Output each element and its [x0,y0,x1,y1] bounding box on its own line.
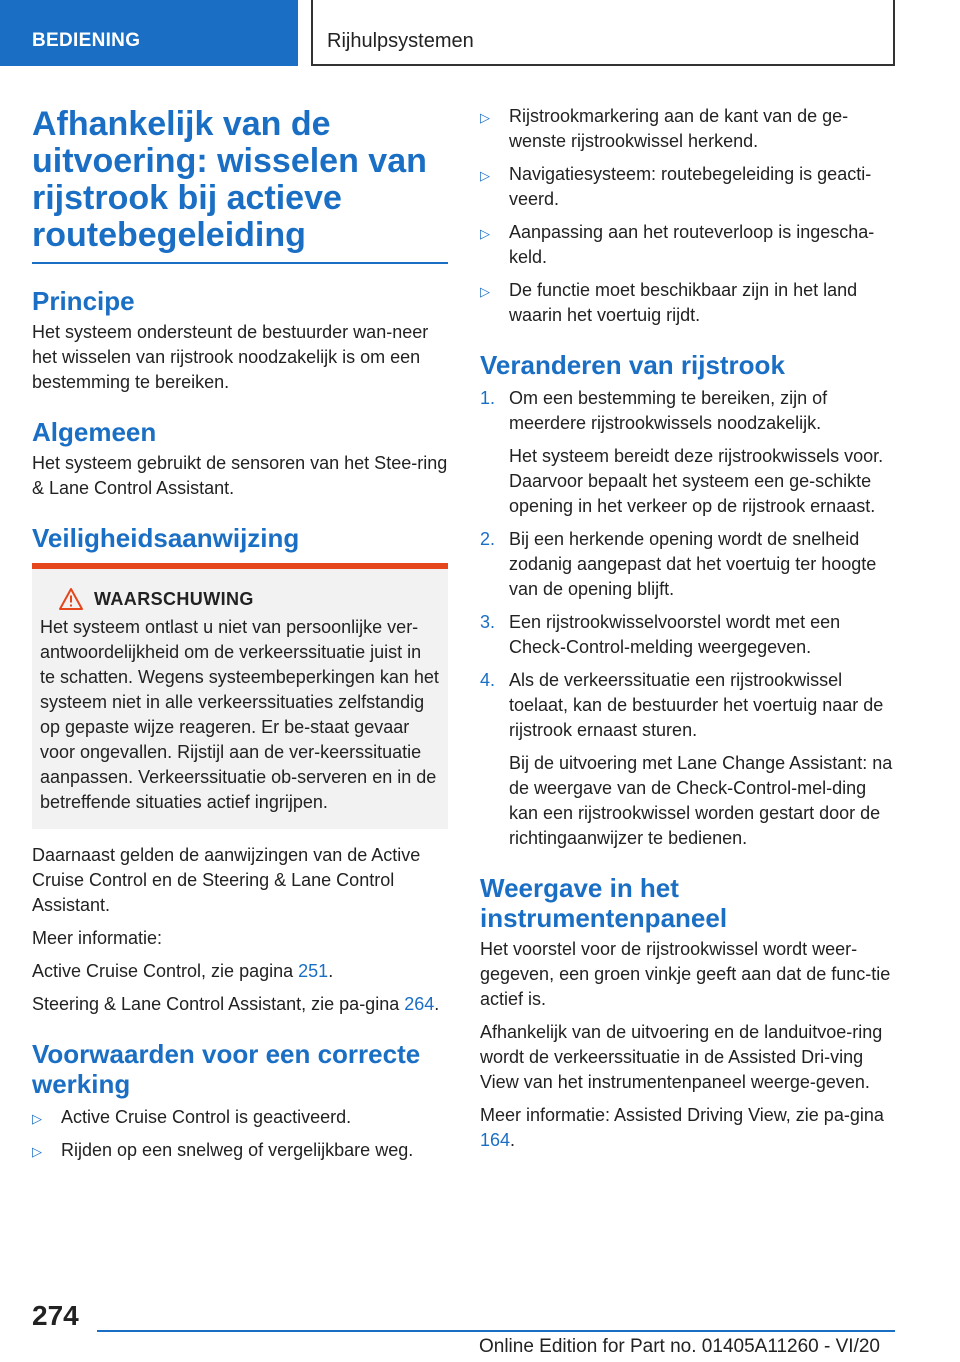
list-item [480,162,896,212]
step-item [480,527,896,602]
adv-reference-text: Meer informatie: Assisted Driving View, zie pa-gina [480,1105,884,1125]
step-text: Een rijstrookwisselvoorstel wordt met een Check-Control-melding weergegeven. [509,612,841,657]
steps-list [480,386,896,851]
step-text: Als de verkeerssituatie een rijstrookwissel toelaat, kan de bestuurder het voertuig naar de rijstrook ernaast sturen. [509,670,884,740]
page-number: 274 [32,1300,79,1331]
list-item [32,1138,448,1163]
step-number: 3. [480,612,496,632]
adv-page-link[interactable]: 164 [480,1130,511,1150]
triangle-right-icon: ▷ [32,1111,42,1126]
list-item-text: Active Cruise Control is geactiveerd. [61,1107,352,1127]
warning-header [40,587,440,611]
step-subtext: Het systeem bereidt deze rijstrookwissels voor. Daarvoor bepaalt het systeem een ge-schikte opening in het verkeer op de rijstrook ernaast. [509,446,884,516]
adv-reference: Meer informatie: Assisted Driving View, zie pa-gina 164. [480,1105,884,1150]
section-title: Rijhulpsystemen [311,0,895,66]
footer-divider [97,1330,895,1332]
list-item-text: Rijden op een snelweg of vergelijkbare weg. [61,1140,414,1160]
step-item [480,610,896,660]
list-item [32,1105,448,1130]
voorwaarden-list-continued [480,104,896,328]
warning-text: Het systeem ontlast u niet van persoonlijke ver-antwoordelijkheid om de verkeerssituatie juist in te schatten. Wegens systeembeperkingen kan het systeem niet in alle verkeerssituaties zelfstandig op gepaste wijze reageren. Er be-staat gevaar voor ongevallen. Rijstijl aan de ver-keerssituatie aanpassen. Verkeerssituatie ob-serveren en in de betreffende situaties actief ingrijpen. [40,617,439,812]
page-header [0,0,960,66]
step-text: Om een bestemming te bereiken, zijn of meerdere rijstrookwissels noodzakelijk. [509,388,828,433]
step-item [480,386,896,519]
left-column [32,100,448,1171]
veiligheid-heading: Veiligheidsaanwijzing [32,523,300,553]
weergave-text-2: Afhankelijk van de uitvoering en de landuitvoe-ring wordt de verkeerssituatie in de Assisted Dri-ving View van het instrumentenpaneel weerge-geven. [480,1022,883,1092]
warning-box [32,563,448,829]
weergave-heading: Weergave in het instrumentenpaneel [480,873,728,933]
algemeen-heading: Algemeen [32,417,157,447]
step-number: 1. [480,388,496,408]
list-item-text: De functie moet beschikbaar zijn in het land waarin het voertuig rijdt. [509,280,858,325]
voorwaarden-list [32,1105,448,1163]
chapter-tab: BEDIENING [0,0,298,66]
right-column [480,100,896,1161]
triangle-right-icon: ▷ [480,284,490,299]
warning-triangle-icon [58,587,84,611]
triangle-right-icon: ▷ [480,110,490,125]
list-item-text: Aanpassing aan het routeverloop is ingescha-keld. [509,222,875,267]
list-item-text: Rijstrookmarkering aan de kant van de ge-wenste rijstrookwissel herkend. [509,106,849,151]
list-item-text: Navigatiesysteem: routebegeleiding is geacti-veerd. [509,164,872,209]
principe-heading: Principe [32,286,135,316]
slca-page-link[interactable]: 264 [404,994,435,1014]
warning-title: WAARSCHUWING [94,588,254,609]
list-item [480,104,896,154]
slca-reference-text: Steering & Lane Control Assistant, zie pa-gina [32,994,400,1014]
weergave-text-1: Het voorstel voor de rijstrookwissel wordt weer-gegeven, een groen vinkje geeft aan dat de func-tie actief is. [480,939,891,1009]
veranderen-heading: Veranderen van rijstrook [480,350,785,380]
step-number: 2. [480,529,496,549]
page-title: Afhankelijk van de uitvoering: wisselen van rijstrook bij actieve routebegeleiding [32,106,448,264]
triangle-right-icon: ▷ [32,1144,42,1159]
step-number: 4. [480,670,496,690]
slca-reference: Steering & Lane Control Assistant, zie pa-gina 264. [32,994,440,1014]
step-subtext: Bij de uitvoering met Lane Change Assistant: na de weergave van de Check-Control-mel-ding kan een rijstrookwissel worden gestart door de richtingaanwijzer te bedienen. [509,753,893,848]
acc-reference-text: Active Cruise Control, zie pagina [32,961,294,981]
acc-page-link[interactable]: 251 [298,961,329,981]
list-item [480,278,896,328]
triangle-right-icon: ▷ [480,168,490,183]
meer-informatie-label: Meer informatie: [32,928,163,948]
triangle-right-icon: ▷ [480,226,490,241]
step-text: Bij een herkende opening wordt de snelheid zodanig aangepast dat het voertuig ter hoogte van de opening blijft. [509,529,877,599]
daarnaast-text: Daarnaast gelden de aanwijzingen van de Active Cruise Control en de Steering & Lane Control Assistant. [32,845,421,915]
acc-reference: Active Cruise Control, zie pagina 251. [32,961,334,981]
edition-label: Online Edition for Part no. 01405A11260 - VI/20 [478,1336,880,1357]
voorwaarden-heading: Voorwaarden voor een correcte werking [32,1039,421,1099]
list-item [480,220,896,270]
algemeen-text: Het systeem gebruikt de sensoren van het Stee-ring & Lane Control Assistant. [32,453,448,498]
principe-text: Het systeem ondersteunt de bestuurder wan-neer het wisselen van rijstrook noodzakelijk is om een bestemming te bereiken. [32,322,429,392]
step-item [480,668,896,851]
